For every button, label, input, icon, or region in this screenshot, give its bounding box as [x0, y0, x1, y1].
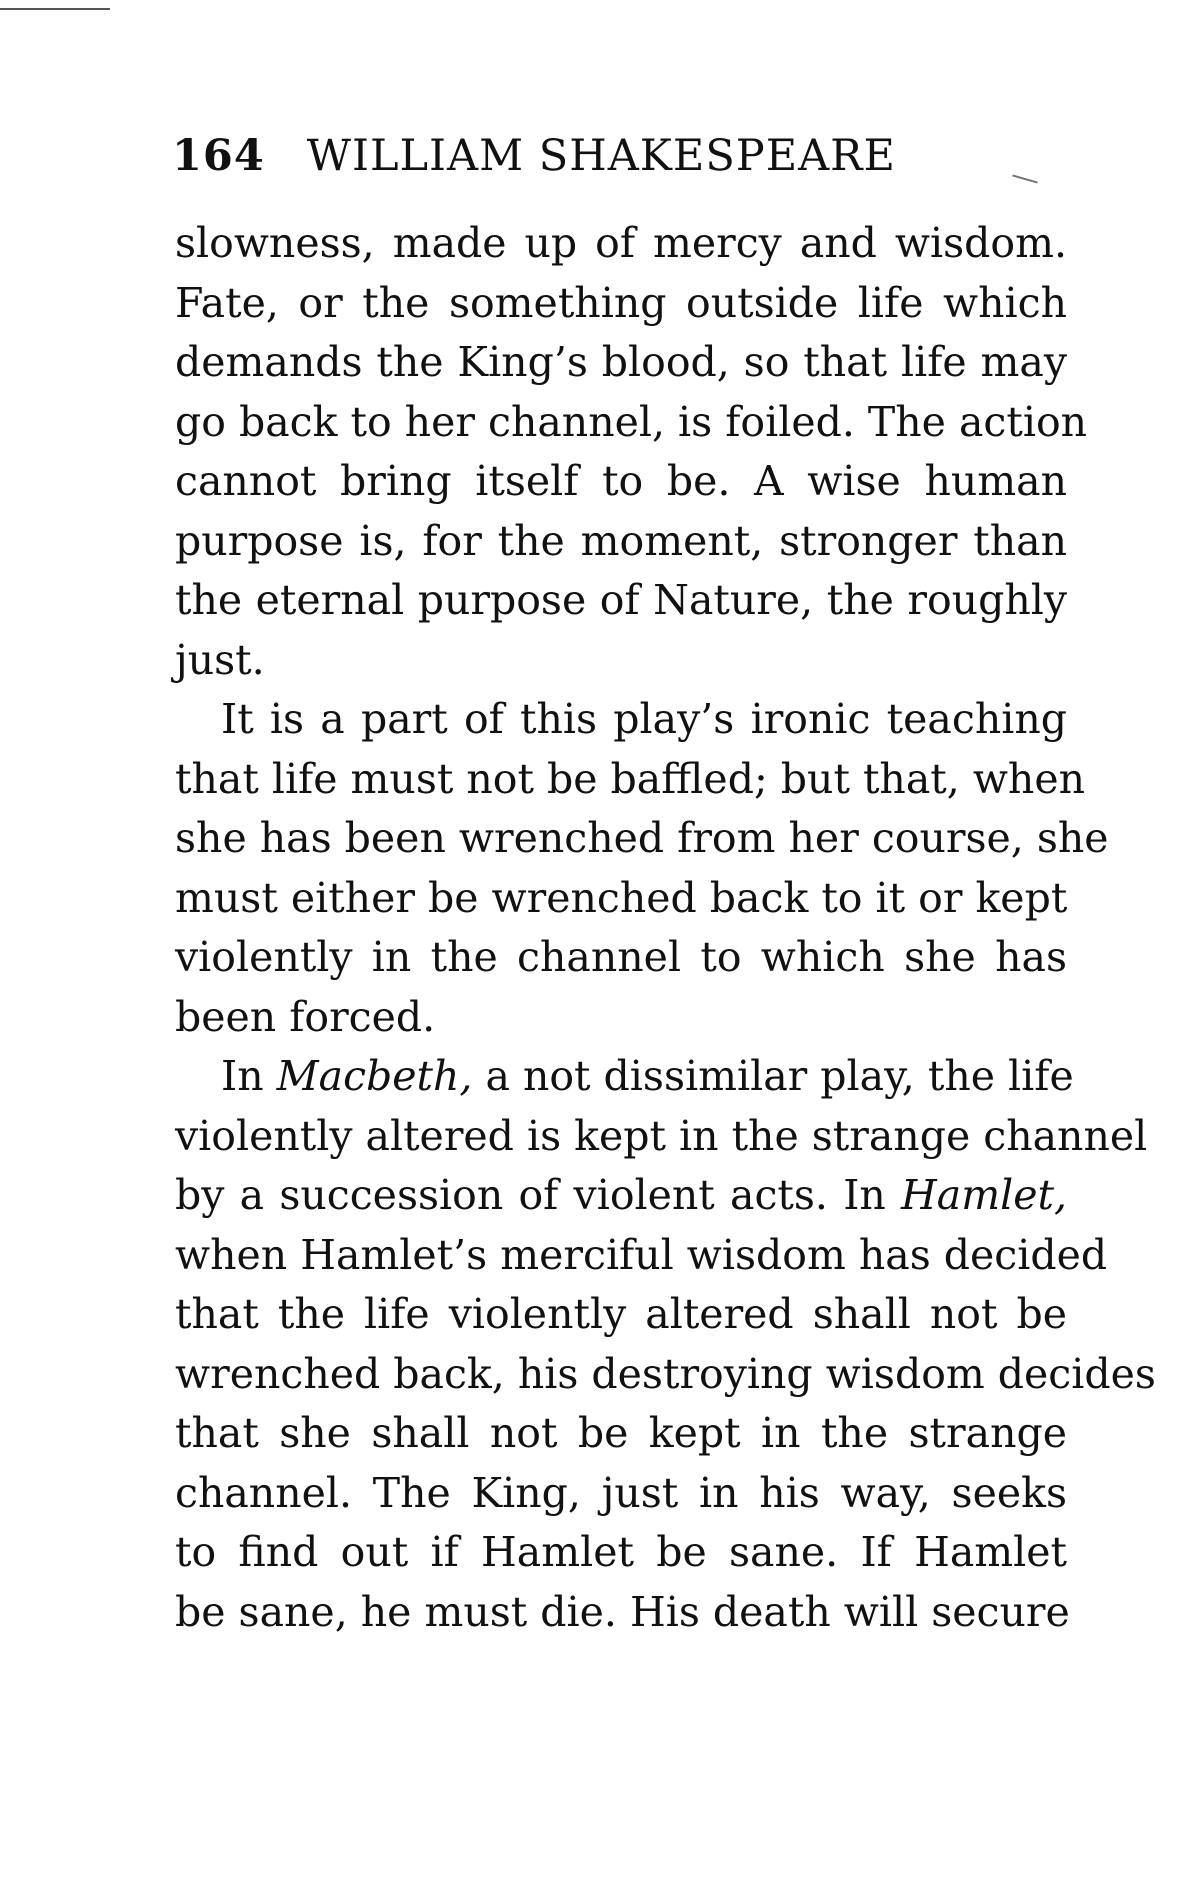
page-number: 164	[172, 131, 265, 181]
text-line: the eternal purpose of Nature, the roughly	[175, 576, 1067, 624]
text-line: Fate, or the something outside life which	[175, 278, 1067, 327]
text-line: be sane, he must die. His death will secure	[175, 1587, 1070, 1636]
text-line: channel. The King, just in his way, seeks	[175, 1468, 1067, 1517]
text-line	[175, 1047, 1074, 1107]
text-line: that life must not be baffled; but that, when	[175, 754, 1085, 803]
text-run: by a succession of violent acts. In	[175, 1171, 902, 1219]
text-line: demands the King’s blood, so that life may	[175, 338, 1067, 386]
text-line: that the life violently altered shall not be	[175, 1290, 1067, 1338]
text-line: purpose is, for the moment, stronger than	[175, 516, 1067, 565]
text-line: just.	[175, 635, 265, 684]
text-line: that she shall not be kept in the strange	[175, 1409, 1067, 1457]
italic-title-macbeth: Macbeth,	[276, 1052, 473, 1100]
text-line: It is a part of this play’s ironic teaching	[221, 695, 1067, 743]
text-line: must either be wrenched back to it or kept	[175, 873, 1068, 922]
scan-edge-rule	[0, 8, 110, 10]
text-line: go back to her channel, is foiled. The action	[175, 397, 1088, 446]
text-line: been forced.	[175, 992, 436, 1041]
text-line: slowness, made up of mercy and wisdom.	[175, 219, 1067, 267]
text-line: to find out if Hamlet be sane. If Hamlet	[175, 1528, 1067, 1576]
italic-title-hamlet: Hamlet,	[901, 1171, 1067, 1219]
text-line: when Hamlet’s merciful wisdom has decided	[175, 1230, 1108, 1279]
text-line: violently in the channel to which she has	[175, 933, 1067, 981]
scan-margin-mark	[1012, 174, 1038, 183]
text-line: violently altered is kept in the strange channel	[175, 1111, 1148, 1160]
text-run: a not dissimilar play, the life	[472, 1052, 1074, 1100]
page-header	[172, 130, 896, 182]
text-line	[175, 1166, 1067, 1226]
text-line: cannot bring itself to be. A wise human	[175, 457, 1067, 505]
body-text	[175, 214, 1156, 1642]
text-run: In	[221, 1052, 277, 1100]
text-line: she has been wrenched from her course, she	[175, 814, 1109, 862]
text-line: wrenched back, his destroying wisdom decides	[175, 1349, 1156, 1398]
running-title: WILLIAM SHAKESPEARE	[306, 131, 896, 181]
